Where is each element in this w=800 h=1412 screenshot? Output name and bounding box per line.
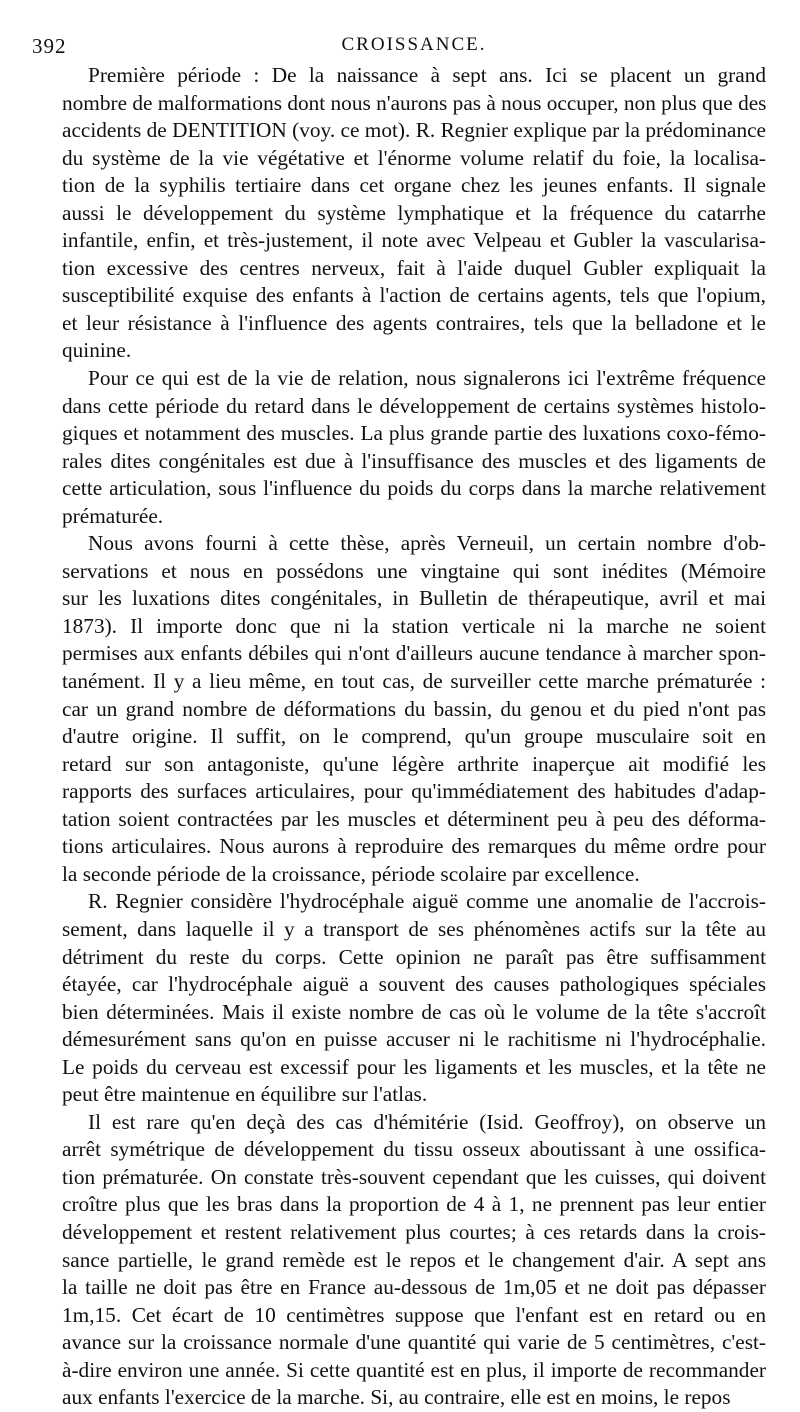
text-line: du système de la vie végétative et l'énorme volume relatif du foie, la localisa- [62,145,766,170]
text-line: Première période : De la naissance à sept ans. Ici se placent un grand [88,63,766,87]
text-line: rapports des surfaces articulaires, pour qu'immédiatement des habitudes d'adap- [62,779,766,804]
text-line: dans cette période du retard dans le développement de certains systèmes histolo- [62,393,766,418]
text-line: étayée, car l'hydrocéphale aiguë a souvent des causes pathologiques spéciales [62,972,766,997]
text-line: R. Regnier considère l'hydrocéphale aiguë comme une anomalie de l'accrois- [88,889,766,914]
text-line: Le poids du cerveau est excessif pour les ligaments et les muscles, et la tête ne [62,1054,766,1079]
text-line: giques et notamment des muscles. La plus grande partie des luxations coxo-fémo- [62,421,766,446]
text-line: Pour ce qui est de la vie de relation, nous signalerons ici l'extrême fréquence [88,366,766,391]
text-line: tion prématurée. On constate très-souvent cependant que les cuisses, qui doivent [62,1164,766,1189]
text-line: accidents de DENTITION (voy. ce mot). R. Regnier explique par la prédominance [62,118,766,143]
body-text [62,62,766,1412]
text-line: tanément. Il y a lieu même, en tout cas, de surveiller cette marche prématurée : [62,669,766,694]
text-line: croître plus que les bras dans la proportion de 4 à 1, ne prennent pas leur entier [62,1192,766,1217]
text-line: cette articulation, sous l'influence du poids du corps dans la marche relativement [62,476,766,501]
text-line: tion de la syphilis tertiaire dans cet organe chez les jeunes enfants. Il signale [62,173,766,198]
text-line: aussi le développement du système lymphatique et la fréquence du catarrhe [62,200,766,225]
text-line: la seconde période de la croissance, période scolaire par excellence. [62,861,640,886]
text-line: arrêt symétrique de développement du tissu osseux aboutissant à une ossifica- [62,1137,766,1162]
text-line: et leur résistance à l'influence des agents contraires, tels que la belladone et le [62,310,766,335]
text-line: retard sur son antagoniste, qu'une légère arthrite inaperçue ait modifié les [62,751,766,776]
text-line: infantile, enfin, et très-justement, il note avec Velpeau et Gubler la vascularisa- [62,228,766,253]
text-line: permises aux enfants débiles qui n'ont d'ailleurs aucune tendance à marcher spon- [62,641,766,666]
page-header [32,26,766,62]
text-line: développement et restent relativement plus courtes; à ces retards dans la crois- [62,1219,766,1244]
text-line: peut être maintenue en équilibre sur l'atlas. [62,1082,428,1107]
text-line: détriment du reste du corps. Cette opinion ne paraît pas être suffisamment [62,944,766,969]
text-line: tions articulaires. Nous aurons à reproduire des remarques du même ordre pour [62,834,766,859]
paragraph [62,365,766,530]
text-line: sement, dans laquelle il y a transport de ses phénomènes actifs sur la tête au [62,916,766,941]
text-line: rales dites congénitales est due à l'insuffisance des muscles et des ligaments de [62,448,766,473]
text-line: servations et nous en possédons une vingtaine qui sont inédites (Mémoire [62,558,766,583]
text-line: 1m,15. Cet écart de 10 centimètres suppose que l'enfant est en retard ou en [62,1302,766,1327]
text-line: Nous avons fourni à cette thèse, après Verneuil, un certain nombre d'ob- [88,531,766,556]
text-line: quinine. [62,338,132,363]
text-line: tion excessive des centres nerveux, fait à l'aide duquel Gubler expliquait la [62,255,766,280]
page-number: 392 [32,34,67,58]
text-line: car un grand nombre de déformations du bassin, du genou et du pied n'ont pas [62,696,766,721]
paragraph [62,1109,766,1412]
paragraph [62,530,766,888]
text-line: 1873). Il importe donc que ni la station verticale ni la marche ne soient [62,613,766,638]
text-line: la taille ne doit pas être en France au-dessous de 1m,05 et ne doit pas dépasser [62,1275,766,1300]
running-head: CROISSANCE. [341,34,487,55]
text-line: Il est rare qu'en deçà des cas d'hémitérie (Isid. Geoffroy), on observe un [88,1109,766,1134]
paragraph [62,888,766,1108]
text-line: sur les luxations dites congénitales, in Bulletin de thérapeutique, avril et mai [62,586,766,611]
text-line: démesurément sans qu'on en puisse accuser ni le rachitisme ni l'hydrocéphalie. [62,1027,766,1052]
text-line: prématurée. [62,503,164,528]
text-line: bien déterminées. Mais il existe nombre de cas où le volume de la tête s'accroît [62,999,766,1024]
paragraph [62,62,766,365]
text-line: d'autre origine. Il suffit, on le comprend, qu'un groupe musculaire soit en [62,724,766,749]
text-line: tation soient contractées par les muscles et déterminent peu à peu des déforma- [62,806,766,831]
text-line: susceptibilité exquise des enfants à l'action de certains agents, tels que l'opium, [62,283,766,308]
text-line: nombre de malformations dont nous n'aurons pas à nous occuper, non plus que des [62,90,767,115]
text-line: aux enfants l'exercice de la marche. Si, au contraire, elle est en moins, le repos [62,1385,731,1410]
text-line: à-dire environ une année. Si cette quantité est en plus, il importe de recommander [62,1357,766,1382]
text-line: sance partielle, le grand remède est le repos et le changement d'air. A sept ans [62,1247,766,1272]
text-line: avance sur la croissance normale d'une quantité qui varie de 5 centimètres, c'est- [62,1330,766,1355]
